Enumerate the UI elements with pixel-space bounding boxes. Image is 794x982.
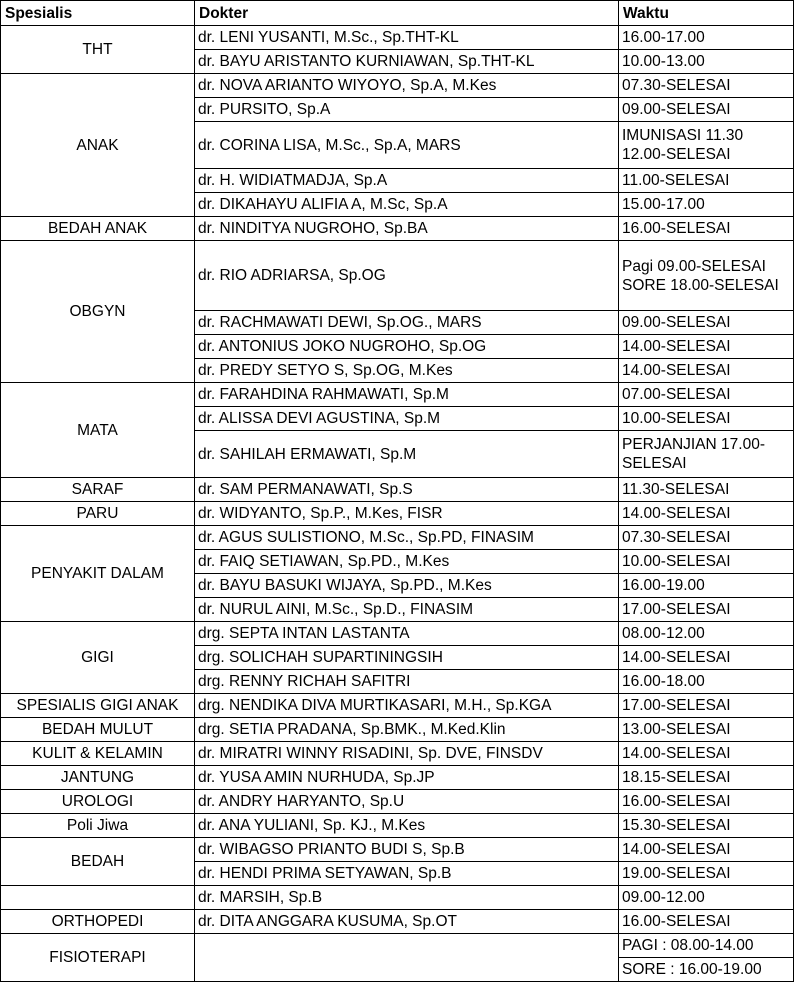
specialty-cell: FISIOTERAPI: [1, 934, 195, 982]
table-row: [1, 742, 794, 766]
doctor-cell: dr. LENI YUSANTI, M.Sc., Sp.THT-KL: [195, 26, 619, 50]
time-cell: 14.00-SELESAI: [619, 742, 794, 766]
doctor-cell: dr. BAYU ARISTANTO KURNIAWAN, Sp.THT-KL: [195, 50, 619, 74]
doctor-cell: dr. ANA YULIANI, Sp. KJ., M.Kes: [195, 814, 619, 838]
table-row: [1, 26, 794, 50]
doctor-cell: drg. SOLICHAH SUPARTININGSIH: [195, 646, 619, 670]
table-row: [1, 718, 794, 742]
time-cell: 11.00-SELESAI: [619, 169, 794, 193]
table-row: [1, 934, 794, 958]
time-cell: 16.00-SELESAI: [619, 217, 794, 241]
time-cell: 16.00-SELESAI: [619, 910, 794, 934]
time-cell: 07.30-SELESAI: [619, 74, 794, 98]
doctor-cell: dr. WIBAGSO PRIANTO BUDI S, Sp.B: [195, 838, 619, 862]
time-cell: 11.30-SELESAI: [619, 478, 794, 502]
specialty-cell: SARAF: [1, 478, 195, 502]
specialty-cell: UROLOGI: [1, 790, 195, 814]
doctor-cell: drg. RENNY RICHAH SAFITRI: [195, 670, 619, 694]
doctor-cell: dr. SAHILAH ERMAWATI, Sp.M: [195, 431, 619, 478]
table-row: [1, 622, 794, 646]
time-cell: 13.00-SELESAI: [619, 718, 794, 742]
doctor-cell: dr. PURSITO, Sp.A: [195, 98, 619, 122]
specialty-cell: KULIT & KELAMIN: [1, 742, 195, 766]
time-cell: 15.00-17.00: [619, 193, 794, 217]
header-dokter: Dokter: [195, 1, 619, 26]
doctor-cell: dr. PREDY SETYO S, Sp.OG, M.Kes: [195, 359, 619, 383]
specialty-cell: PARU: [1, 502, 195, 526]
time-cell: 16.00-17.00: [619, 26, 794, 50]
table-row: [1, 766, 794, 790]
time-cell: 17.00-SELESAI: [619, 694, 794, 718]
doctor-cell: dr. DITA ANGGARA KUSUMA, Sp.OT: [195, 910, 619, 934]
time-cell: 14.00-SELESAI: [619, 646, 794, 670]
specialty-cell: JANTUNG: [1, 766, 195, 790]
doctor-cell: dr. MARSIH, Sp.B: [195, 886, 619, 910]
header-spesialis: Spesialis: [1, 1, 195, 26]
time-cell: 10.00-SELESAI: [619, 407, 794, 431]
table-row: [1, 814, 794, 838]
specialty-cell: PENYAKIT DALAM: [1, 526, 195, 622]
time-cell: 08.00-12.00: [619, 622, 794, 646]
time-cell: 14.00-SELESAI: [619, 359, 794, 383]
table-body: [1, 26, 794, 982]
time-cell: 14.00-SELESAI: [619, 502, 794, 526]
time-cell: 09.00-SELESAI: [619, 311, 794, 335]
table-row: [1, 241, 794, 311]
doctor-cell: dr. RIO ADRIARSA, Sp.OG: [195, 241, 619, 311]
doctor-cell: dr. WIDYANTO, Sp.P., M.Kes, FISR: [195, 502, 619, 526]
doctor-cell: dr. DIKAHAYU ALIFIA A, M.Sc, Sp.A: [195, 193, 619, 217]
doctor-cell: dr. ANDRY HARYANTO, Sp.U: [195, 790, 619, 814]
specialty-cell: BEDAH MULUT: [1, 718, 195, 742]
table-row: [1, 526, 794, 550]
table-row: [1, 217, 794, 241]
time-cell: 18.15-SELESAI: [619, 766, 794, 790]
specialty-cell: [1, 886, 195, 910]
doctor-cell: dr. BAYU BASUKI WIJAYA, Sp.PD., M.Kes: [195, 574, 619, 598]
specialty-cell: SPESIALIS GIGI ANAK: [1, 694, 195, 718]
time-cell: 09.00-SELESAI: [619, 98, 794, 122]
doctor-cell: dr. ANTONIUS JOKO NUGROHO, Sp.OG: [195, 335, 619, 359]
time-cell: 14.00-SELESAI: [619, 335, 794, 359]
time-cell: 15.30-SELESAI: [619, 814, 794, 838]
specialty-cell: ORTHOPEDI: [1, 910, 195, 934]
time-cell: IMUNISASI 11.30 12.00-SELESAI: [619, 122, 794, 169]
time-cell: 16.00-19.00: [619, 574, 794, 598]
time-cell: 07.30-SELESAI: [619, 526, 794, 550]
doctor-cell: drg. SETIA PRADANA, Sp.BMK., M.Ked.Klin: [195, 718, 619, 742]
specialty-cell: MATA: [1, 383, 195, 478]
doctor-cell: dr. RACHMAWATI DEWI, Sp.OG., MARS: [195, 311, 619, 335]
table-row: [1, 502, 794, 526]
doctor-cell: dr. H. WIDIATMADJA, Sp.A: [195, 169, 619, 193]
time-cell: 07.00-SELESAI: [619, 383, 794, 407]
time-cell: 14.00-SELESAI: [619, 838, 794, 862]
doctor-cell: dr. NURUL AINI, M.Sc., Sp.D., FINASIM: [195, 598, 619, 622]
doctor-cell: dr. YUSA AMIN NURHUDA, Sp.JP: [195, 766, 619, 790]
table-row: [1, 790, 794, 814]
header-row: [1, 1, 794, 26]
time-cell: Pagi 09.00-SELESAI SORE 18.00-SELESAI: [619, 241, 794, 311]
doctor-cell: dr. FARAHDINA RAHMAWATI, Sp.M: [195, 383, 619, 407]
doctor-cell: dr. CORINA LISA, M.Sc., Sp.A, MARS: [195, 122, 619, 169]
doctor-cell: dr. ALISSA DEVI AGUSTINA, Sp.M: [195, 407, 619, 431]
specialty-cell: GIGI: [1, 622, 195, 694]
specialty-cell: Poli Jiwa: [1, 814, 195, 838]
time-cell: 10.00-SELESAI: [619, 550, 794, 574]
specialty-cell: BEDAH: [1, 838, 195, 886]
doctor-cell: drg. NENDIKA DIVA MURTIKASARI, M.H., Sp.KGA: [195, 694, 619, 718]
time-cell: SORE : 16.00-19.00: [619, 958, 794, 982]
doctor-cell: dr. MIRATRI WINNY RISADINI, Sp. DVE, FINSDV: [195, 742, 619, 766]
table-row: [1, 886, 794, 910]
header-waktu: Waktu: [619, 1, 794, 26]
doctor-cell: drg. SEPTA INTAN LASTANTA: [195, 622, 619, 646]
doctor-cell: dr. AGUS SULISTIONO, M.Sc., Sp.PD, FINASIM: [195, 526, 619, 550]
specialty-cell: THT: [1, 26, 195, 74]
specialty-cell: ANAK: [1, 74, 195, 217]
table-row: [1, 694, 794, 718]
time-cell: PERJANJIAN 17.00-SELESAI: [619, 431, 794, 478]
time-cell: PAGI : 08.00-14.00: [619, 934, 794, 958]
table-row: [1, 478, 794, 502]
doctor-cell: dr. NINDITYA NUGROHO, Sp.BA: [195, 217, 619, 241]
table-row: [1, 838, 794, 862]
doctor-cell: dr. FAIQ SETIAWAN, Sp.PD., M.Kes: [195, 550, 619, 574]
doctor-cell: dr. SAM PERMANAWATI, Sp.S: [195, 478, 619, 502]
specialty-cell: OBGYN: [1, 241, 195, 383]
doctor-cell: dr. HENDI PRIMA SETYAWAN, Sp.B: [195, 862, 619, 886]
table-row: [1, 383, 794, 407]
time-cell: 10.00-13.00: [619, 50, 794, 74]
doctor-cell: dr. NOVA ARIANTO WIYOYO, Sp.A, M.Kes: [195, 74, 619, 98]
time-cell: 17.00-SELESAI: [619, 598, 794, 622]
time-cell: 19.00-SELESAI: [619, 862, 794, 886]
time-cell: 16.00-SELESAI: [619, 790, 794, 814]
time-cell: 09.00-12.00: [619, 886, 794, 910]
time-cell: 16.00-18.00: [619, 670, 794, 694]
table-row: [1, 74, 794, 98]
doctor-cell: [195, 934, 619, 982]
table-row: [1, 910, 794, 934]
specialty-cell: BEDAH ANAK: [1, 217, 195, 241]
